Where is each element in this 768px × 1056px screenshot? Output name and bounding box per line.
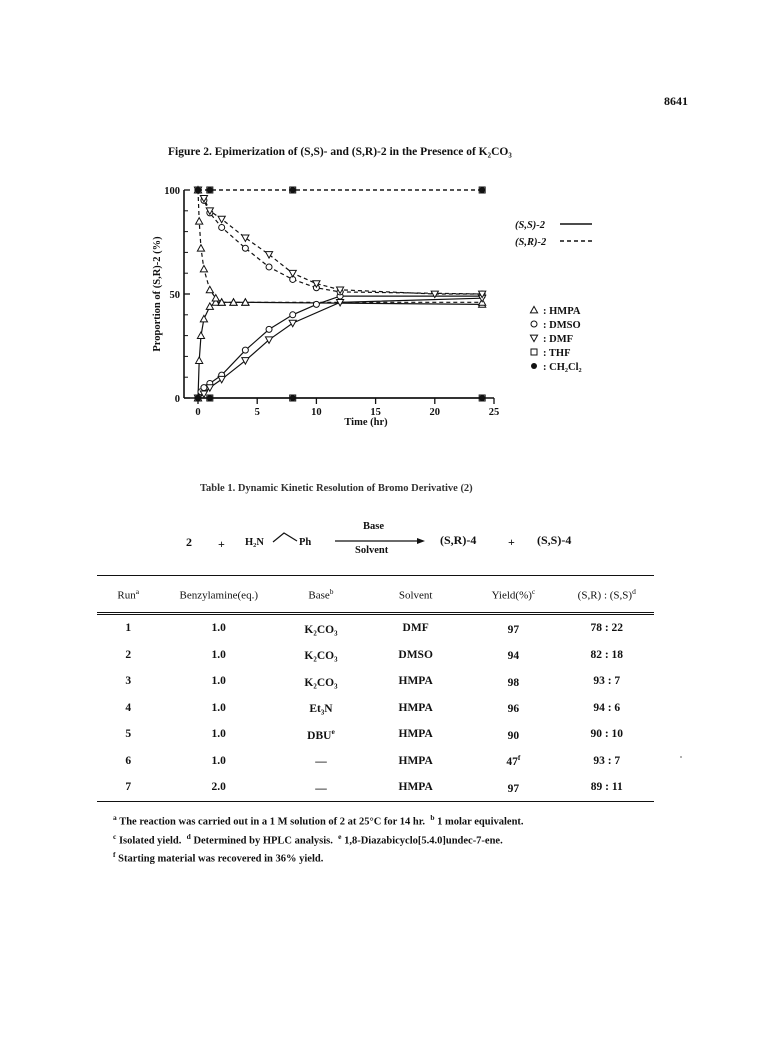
y-tick-label: 50 [169, 290, 180, 301]
reaction-substrate: 2 [186, 535, 192, 549]
x-tick-label: 15 [370, 407, 381, 418]
epimerization-chart [0, 0, 768, 470]
filled-circle-marker [290, 395, 296, 401]
footnote-line: $^a$ The reaction was carried out in a 1 M solution of 2 at 25°C for 14 hr. $^b$ 1 molar equivalent. [113, 813, 524, 828]
circle-marker [242, 245, 248, 251]
results-table [97, 575, 654, 802]
footnote-line: $^c$ Isolated yield. $^d$ Determined by HPLC analysis. $^e$ 1,8-Diazabicyclo[5.4.0]undec-7-ene. [113, 831, 503, 846]
y-tick-label: 100 [164, 186, 180, 197]
table-header-row [97, 576, 654, 614]
table-row: 4 1.0 Et₃N HMPA 96 94 : 6 [125, 701, 621, 716]
filled-circle-marker [195, 187, 201, 193]
series-line-dashed [198, 190, 482, 302]
reaction-plus: + [218, 537, 225, 551]
series-line-dashed [198, 190, 482, 294]
filled-circle-marker [479, 187, 485, 193]
series-line-solid [198, 298, 482, 398]
x-axis-label: Time (hr) [344, 417, 388, 428]
triangle-up-marker [200, 315, 207, 321]
footnote-line: $^f$ Starting material was recovered in 36% yield. [113, 850, 324, 865]
benzyl-bond [271, 530, 299, 544]
col-solvent: Solvent [364, 576, 467, 614]
triangle-up-marker [206, 286, 213, 292]
marker-legend-label: : THF [543, 348, 571, 359]
triangle-up-marker [196, 218, 203, 224]
col-base: Base$^b$ [278, 576, 364, 614]
reaction-product-2: (S,S)-4 [537, 533, 572, 547]
table-row: 5 1.0 DBU$^e$ HMPA 90 90 : 10 [125, 726, 624, 742]
reaction-arrow-top: Base [363, 521, 384, 532]
col-benzylamine: Benzylamine(eq.) [159, 576, 278, 614]
reaction-plus-2: + [508, 535, 515, 549]
triangle-up-marker [200, 265, 207, 271]
table-row: 1 1.0 K₂CO₃ DMF 97 78 : 22 [125, 622, 624, 636]
x-tick-label: 25 [488, 407, 500, 418]
series-line-dashed [198, 190, 482, 294]
line-legend-label: (S,R)-2 [515, 237, 547, 248]
x-tick-label: 0 [195, 407, 201, 418]
triangle-down-marker [218, 376, 225, 382]
series-line-solid [198, 296, 482, 398]
y-axis-label: Proportion of (S,R)-2 (%) [152, 236, 163, 352]
reaction-arrow [334, 537, 426, 545]
square-marker [531, 349, 537, 355]
page-number: 8641 [664, 94, 688, 108]
table-row: 7 2.0 — HMPA 97 89 : 11 [97, 774, 654, 801]
triangle-up-marker [197, 245, 204, 251]
table-footnotes [113, 811, 524, 867]
x-tick-label: 20 [429, 407, 441, 418]
circle-marker [290, 312, 296, 318]
y-tick-label: 0 [174, 394, 180, 405]
scan-speck [680, 756, 682, 758]
circle-marker [266, 264, 272, 270]
table-row: 6 1.0 — HMPA 47$^f$ 93 : 7 [125, 753, 621, 769]
col-yield: Yield(%)$^c$ [467, 576, 559, 614]
marker-legend-label: : HMPA [543, 306, 581, 317]
figure-caption: Figure 2. Epimerization of (S,S)- and (S,R)-2 in the Presence of K₂CO₃ [168, 146, 512, 158]
col-run: Run$^a$ [97, 576, 159, 614]
triangle-up-marker [197, 332, 204, 338]
filled-circle-marker [207, 187, 213, 193]
triangle-down-marker [530, 335, 537, 341]
table-row: 3 1.0 K₂CO₃ HMPA 98 93 : 7 [125, 675, 621, 689]
triangle-down-marker [289, 270, 296, 276]
reaction-amine: H₂N [245, 537, 264, 548]
triangle-down-marker [242, 235, 249, 241]
circle-marker [201, 385, 207, 391]
filled-circle-marker [207, 395, 213, 401]
table-row: 2 1.0 K₂CO₃ DMSO 94 82 : 18 [125, 648, 624, 663]
col-ratio: (S,R) : $(S,S)^d$ [560, 576, 654, 614]
series-line-solid [198, 302, 482, 398]
circle-marker [242, 347, 248, 353]
table-caption: Table 1. Dynamic Kinetic Resolution of Bromo Derivative (2) [200, 483, 473, 494]
reaction-arrow-bottom: Solvent [355, 545, 389, 556]
filled-circle-marker [479, 395, 485, 401]
filled-circle-marker [531, 363, 537, 369]
filled-circle-marker [195, 395, 201, 401]
marker-legend-label: : CH₂Cl₂ [543, 362, 582, 373]
x-tick-label: 10 [311, 407, 322, 418]
circle-marker [531, 321, 537, 327]
triangle-down-marker [289, 320, 296, 326]
reaction-phenyl: Ph [299, 537, 312, 548]
line-legend-label: (S,S)-2 [515, 220, 546, 231]
triangle-up-marker [530, 306, 537, 312]
triangle-up-marker [196, 357, 203, 363]
circle-marker [219, 224, 225, 230]
x-tick-label: 5 [254, 407, 260, 418]
marker-legend-label: : DMSO [543, 320, 581, 331]
reaction-product-1: (S,R)-4 [440, 533, 477, 547]
circle-marker [313, 301, 319, 307]
filled-circle-marker [290, 187, 296, 193]
marker-legend-label: : DMF [543, 334, 574, 345]
circle-marker [266, 326, 272, 332]
